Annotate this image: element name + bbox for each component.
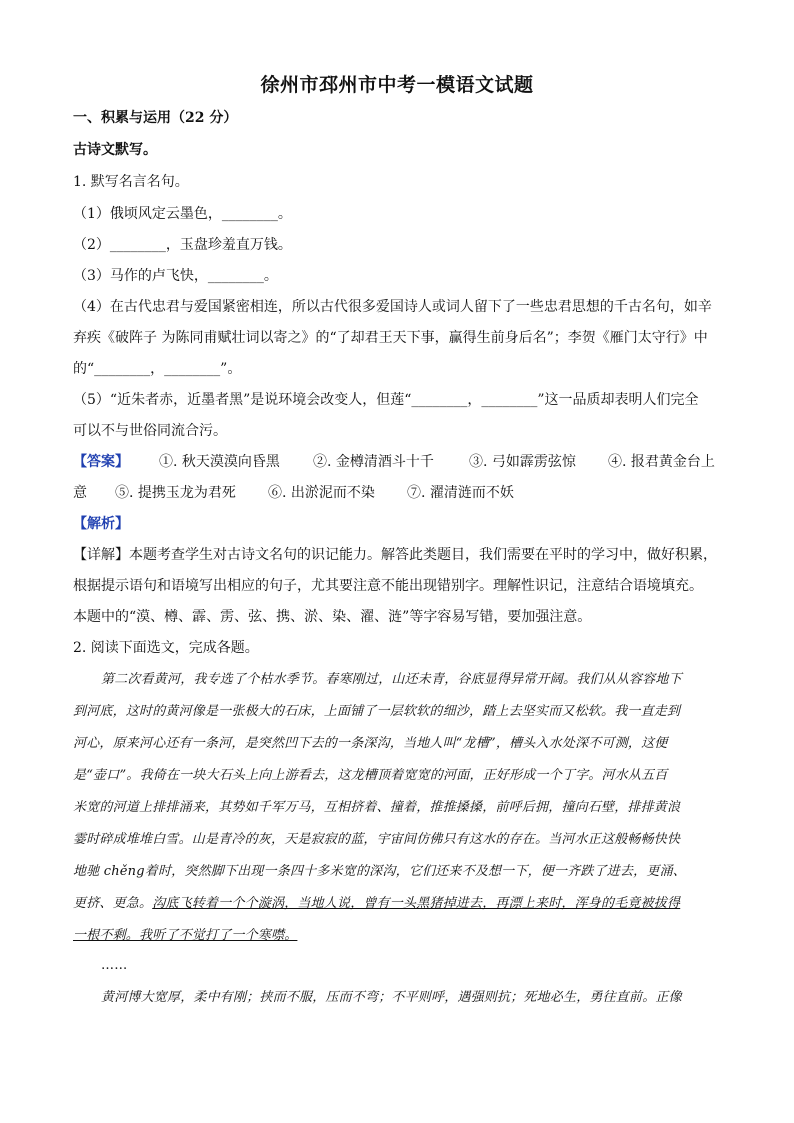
answer-item: 意 bbox=[73, 485, 87, 501]
question-1-item-3: （3）马作的卢飞快，________。 bbox=[73, 268, 278, 284]
answer-item: ①. 秋天漠漠向昏黑 bbox=[159, 454, 280, 470]
analysis-line-3: 本题中的“漠、樽、霹、雳、弦、携、淤、染、濯、涟”等字容易写错，要加强注意。 bbox=[73, 609, 592, 625]
passage-text: 更挤、更急。 bbox=[73, 896, 153, 911]
question-1-item-2: （2）________，玉盘珍羞直万钱。 bbox=[73, 237, 292, 253]
passage-line: 霎时碎成堆堆白雪。山是青冷的灰，天是寂寂的蓝，宇宙间仿佛只有这水的存在。当河水正这般畅畅快快 bbox=[73, 832, 681, 847]
answer-row-2 bbox=[73, 483, 723, 503]
answer-label: 【答案】 bbox=[73, 454, 129, 470]
question-1-item-1: （1）俄顷风定云墨色，________。 bbox=[73, 206, 292, 222]
answer-item: ⑥. 出淤泥而不染 bbox=[268, 485, 375, 501]
question-1-item-4-line-1: （4）在古代忠君与爱国紧密相连，所以古代很多爱国诗人或词人留下了一些忠君思想的千古名句，如辛 bbox=[73, 299, 712, 315]
underlined-sentence: 沟底飞转着一个个漩涡，当地人说，曾有一头黑猪掉进去，再漂上来时，浑身的毛竟被拔得 bbox=[152, 896, 681, 911]
passage-line: 黄河博大宽厚，柔中有刚；挟而不服，压而不弯；不平则呼，遇强则抗；死地必生，勇往直前。正像 bbox=[101, 990, 682, 1005]
answer-item: ②. 金樽清酒斗十千 bbox=[313, 454, 434, 470]
answer-row-1 bbox=[73, 452, 723, 472]
question-1-item-5-line-2: 可以不与世俗同流合污。 bbox=[73, 423, 227, 439]
question-2-stem: 2. 阅读下面选文，完成各题。 bbox=[73, 640, 259, 656]
answer-item: ④. 报君黄金台上 bbox=[608, 454, 715, 470]
question-1-stem: 1. 默写名言名句。 bbox=[73, 174, 189, 190]
page-title: 徐州市邳州市中考一模语文试题 bbox=[260, 74, 534, 96]
passage-line: 米宽的河道上排排涌来，其势如千军万马，互相挤着、撞着，推推搡搡，前呼后拥，撞向石壁，排排黄浪 bbox=[73, 800, 681, 815]
passage-line: 河心，原来河心还有一条河，是突然凹下去的一条深沟，当地人叫“龙槽”，槽头入水处深不可测，这便 bbox=[73, 736, 668, 751]
question-1-item-4-line-2: 弃疾《破阵子 为陈同甫赋壮词以寄之》的“了却君王天下事，赢得生前身后名”；李贺《雁门太守行》中 bbox=[73, 330, 708, 346]
question-1-item-4-line-3: 的“________，________”。 bbox=[73, 361, 242, 377]
answer-item: ③. 弓如霹雳弦惊 bbox=[469, 454, 576, 470]
analysis-line-2: 根据提示语句和语境写出相应的句子，尤其要注意不能出现错别字。理解性识记，注意结合语境填充。 bbox=[73, 578, 703, 594]
question-1-item-5-line-1: （5）“近朱者赤，近墨者黑”是说环境会改变人，但莲“________，________”这一品质却表明人们完全 bbox=[73, 392, 699, 408]
answer-item: ⑦. 濯清涟而不妖 bbox=[407, 485, 514, 501]
analysis-label: 【解析】 bbox=[73, 516, 129, 532]
passage-line: 是“壶口”。我倚在一块大石头上向上游看去，这龙槽顶着宽宽的河面，正好形成一个丁字。河水从五百 bbox=[73, 768, 668, 783]
section-heading: 一、积累与运用（22 分） bbox=[73, 110, 238, 126]
subsection-heading: 古诗文默写。 bbox=[73, 142, 157, 158]
ellipsis: …… bbox=[101, 958, 128, 973]
underlined-sentence: 一根不剩。我听了不觉打了一个寒噤。 bbox=[73, 928, 298, 943]
analysis-line-1: 【详解】本题考查学生对古诗文名句的识记能力。解答此类题目，我们需要在平时的学习中，做好积累， bbox=[73, 547, 717, 563]
passage-line: 到河底，这时的黄河像是一张极大的石床，上面铺了一层软软的细沙，踏上去坚实而又松软。我一直走到 bbox=[73, 704, 681, 719]
passage-line: 第二次看黄河，我专选了个枯水季节。春寒刚过，山还未青，谷底显得异常开阔。我们从从容容地下 bbox=[101, 672, 682, 687]
passage-line: 地驰 chěng着时，突然脚下出现一条四十多米宽的深沟，它们还来不及想一下，便一齐跌了进去，更涌、 bbox=[73, 864, 686, 879]
answer-item: ⑤. 提携玉龙为君死 bbox=[115, 485, 236, 501]
passage-line-mixed bbox=[73, 894, 680, 914]
